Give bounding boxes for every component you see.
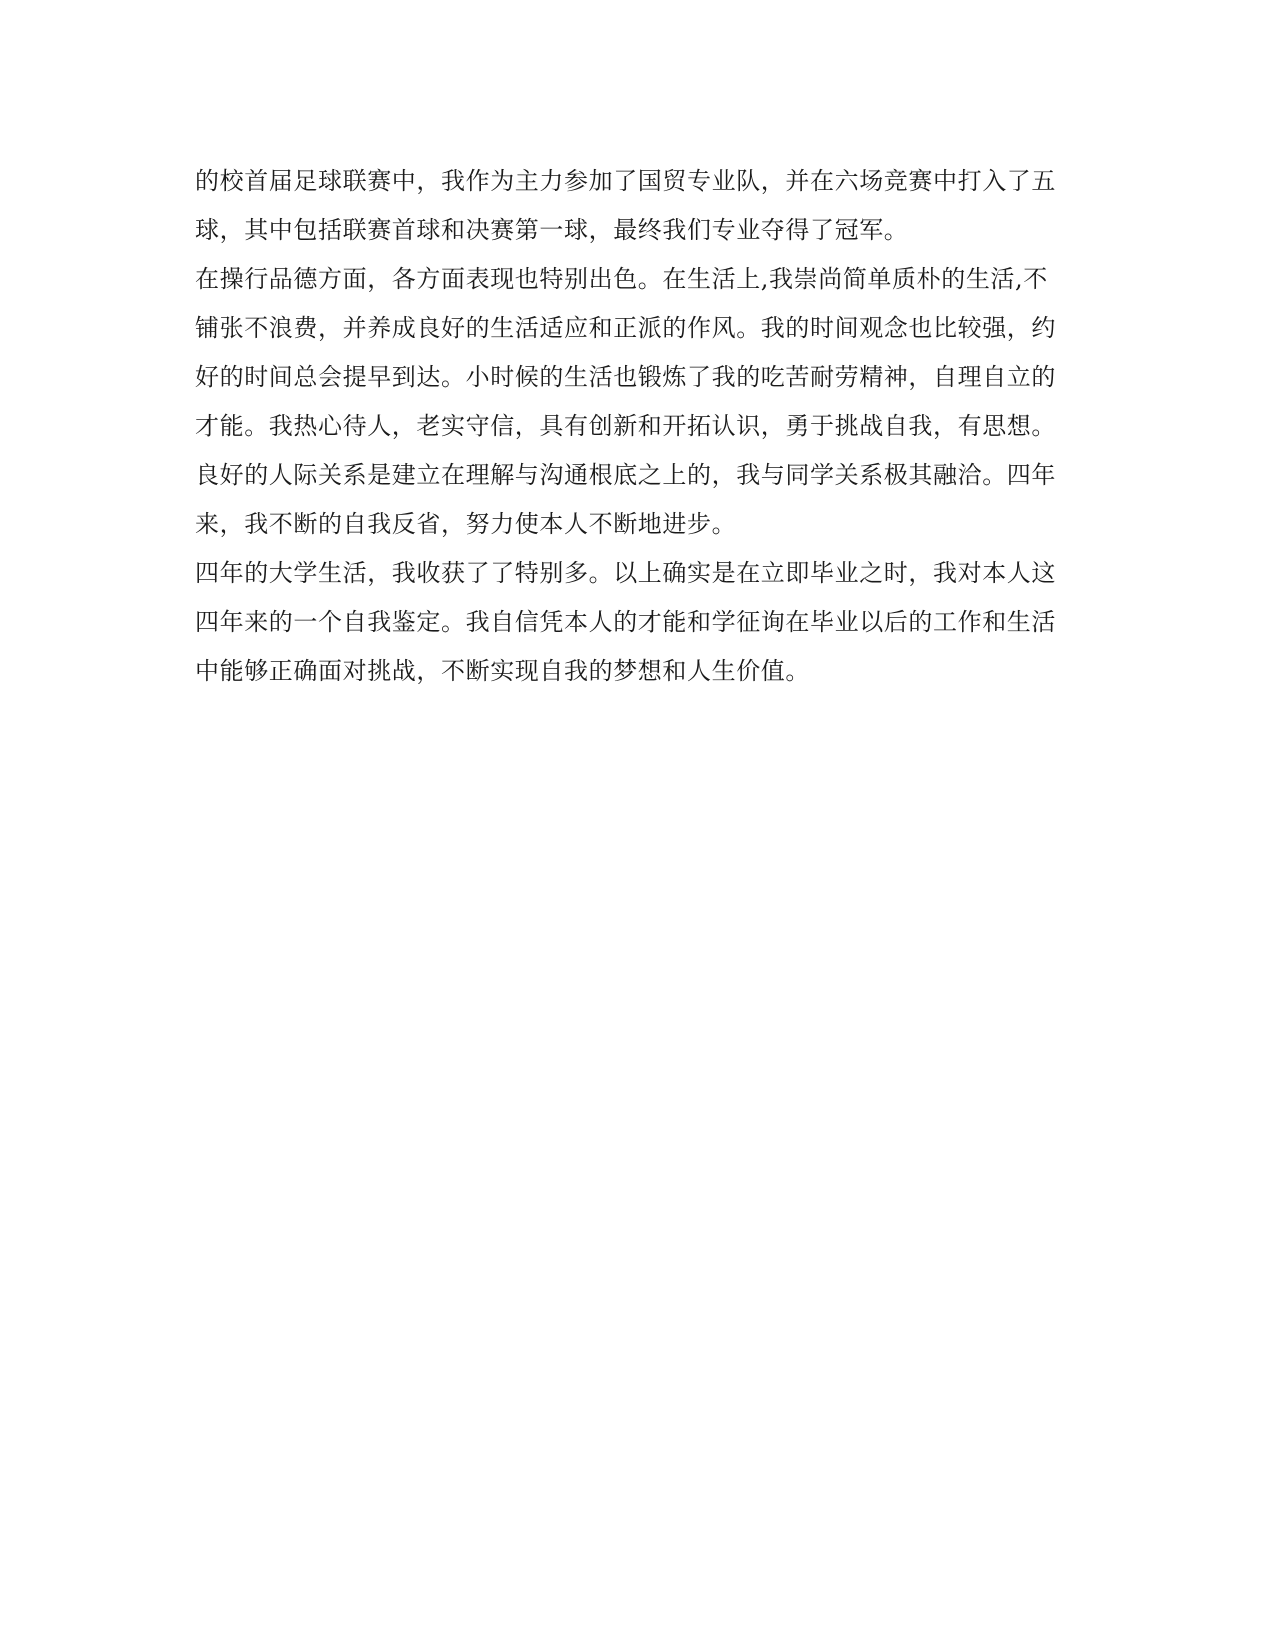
text-line: 在操行品德方面，各方面表现也特别出色。在生活上,我崇尚简单质朴的生活,不	[195, 265, 1048, 293]
text-line: 来，我不断的自我反省，努力使本人不断地进步。	[195, 510, 737, 538]
text-line: 铺张不浪费，并养成良好的生活适应和正派的作风。我的时间观念也比较强，约	[195, 314, 1056, 342]
text-line: 中能够正确面对挑战，不断实现自我的梦想和人生价值。	[195, 657, 810, 685]
text-line: 的校首届足球联赛中，我作为主力参加了国贸专业队，并在六场竞赛中打入了五	[195, 167, 1056, 195]
text-line: 球，其中包括联赛首球和决赛第一球，最终我们专业夺得了冠军。	[195, 216, 909, 244]
text-line: 四年来的一个自我鉴定。我自信凭本人的才能和学征询在毕业以后的工作和生活	[195, 608, 1056, 636]
text-line: 好的时间总会提早到达。小时候的生活也锻炼了我的吃苦耐劳精神，自理自立的	[195, 363, 1056, 391]
text-line: 才能。我热心待人，老实守信，具有创新和开拓认识，勇于挑战自我，有思想。	[195, 412, 1056, 440]
text-line: 良好的人际关系是建立在理解与沟通根底之上的，我与同学关系极其融洽。四年	[195, 461, 1056, 489]
document-body	[195, 157, 1075, 696]
text-line: 四年的大学生活，我收获了了特别多。以上确实是在立即毕业之时，我对本人这	[195, 559, 1056, 587]
